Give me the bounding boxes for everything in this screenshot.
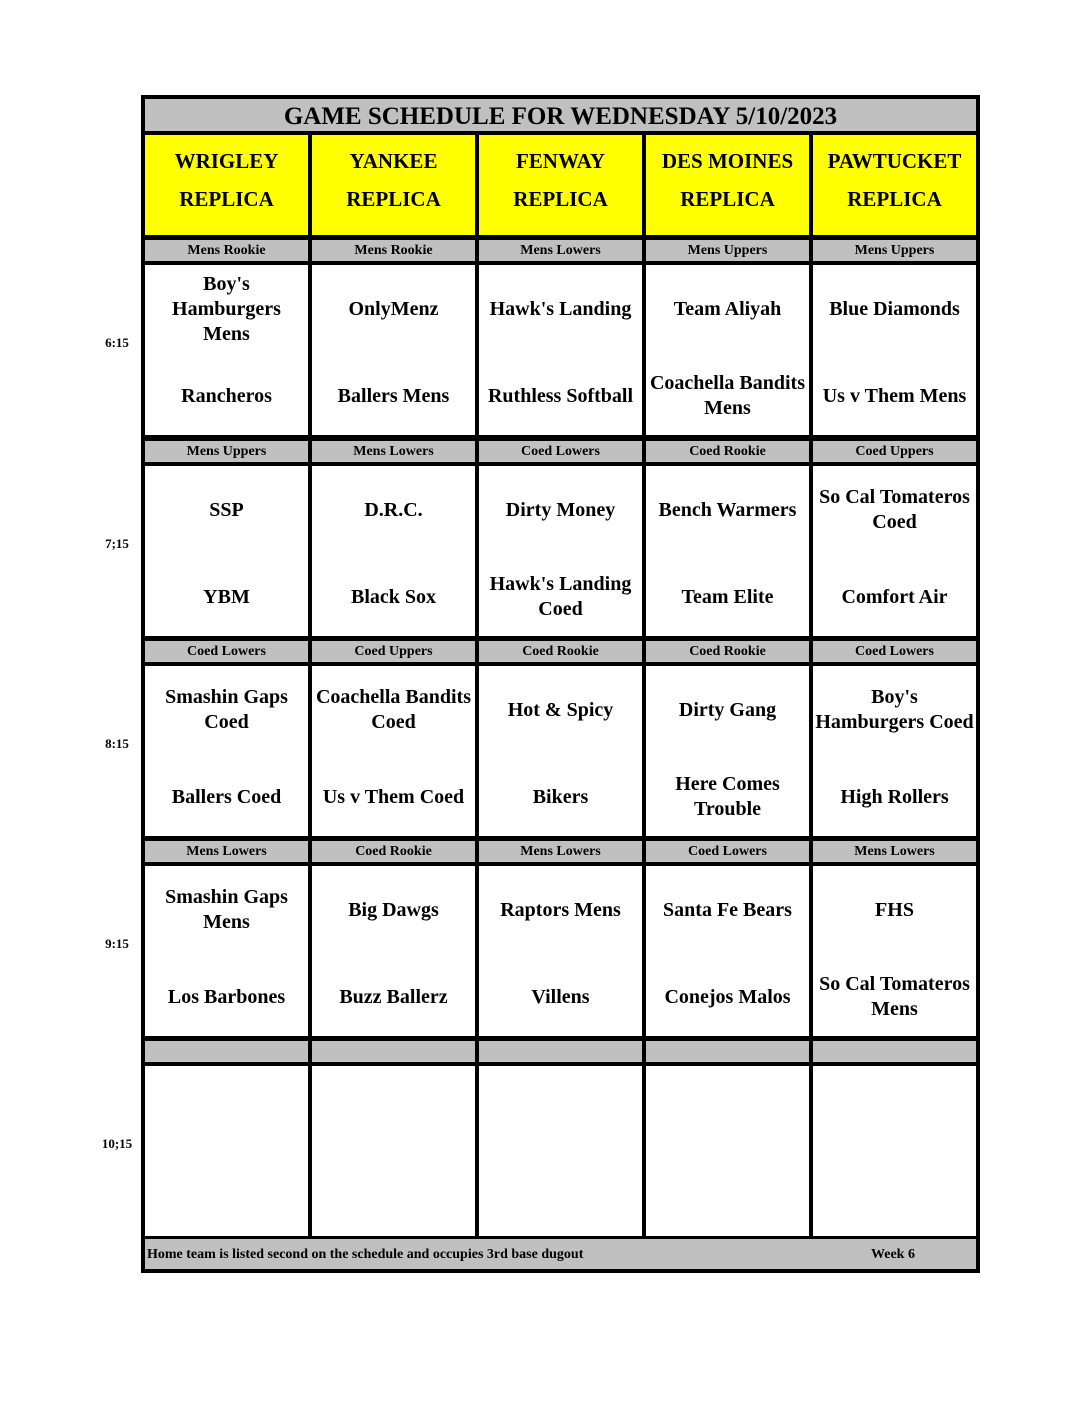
away-team: Boy's Hamburgers Mens bbox=[172, 272, 281, 345]
field-header bbox=[479, 135, 642, 235]
footer-note: Home team is listed second on the schedule and occupies 3rd base dugout bbox=[147, 1247, 584, 1262]
home-team: Villens bbox=[531, 985, 590, 1008]
game-cell bbox=[479, 866, 642, 1036]
away-team: SSP bbox=[209, 498, 244, 521]
game-cell bbox=[646, 1066, 809, 1236]
schedule-grid bbox=[145, 99, 976, 1269]
home-team: YBM bbox=[203, 585, 250, 608]
away-team: Big Dawgs bbox=[348, 898, 439, 921]
away-team: Bench Warmers bbox=[658, 498, 797, 521]
game-cell bbox=[312, 1066, 475, 1236]
away-team bbox=[648, 1066, 807, 1154]
away-team bbox=[314, 1066, 473, 1154]
home-team: Bikers bbox=[532, 785, 589, 808]
home-team bbox=[648, 1154, 807, 1240]
away-team: D.R.C. bbox=[364, 498, 423, 521]
away-team: Smashin Gaps Coed bbox=[165, 686, 288, 733]
division-label bbox=[479, 1041, 642, 1062]
home-team: Black Sox bbox=[350, 585, 437, 608]
division-label: Mens Uppers bbox=[145, 441, 308, 462]
division-label bbox=[145, 1041, 308, 1062]
game-cell bbox=[312, 265, 475, 435]
field-header bbox=[813, 135, 976, 235]
division-label: Mens Rookie bbox=[145, 240, 308, 261]
time-slot-label: 10;15 bbox=[101, 1136, 133, 1151]
game-cell bbox=[813, 1066, 976, 1236]
game-cell bbox=[479, 1066, 642, 1236]
away-team: Smashin Gaps Mens bbox=[165, 886, 288, 933]
away-team: Dirty Money bbox=[505, 498, 616, 521]
away-team bbox=[815, 1066, 974, 1154]
field-name: WRIGLEY bbox=[174, 149, 279, 173]
game-cell bbox=[145, 866, 308, 1036]
division-label: Mens Uppers bbox=[813, 240, 976, 261]
home-team: High Rollers bbox=[840, 785, 949, 808]
field-header bbox=[312, 135, 475, 235]
time-slot-label: 6:15 bbox=[105, 335, 129, 350]
away-team: Coachella Bandits Coed bbox=[315, 686, 472, 733]
game-cell bbox=[813, 866, 976, 1036]
home-team: Rancheros bbox=[181, 384, 272, 407]
field-subtitle: REPLICA bbox=[513, 187, 608, 211]
game-cell bbox=[145, 466, 308, 636]
home-team bbox=[815, 1154, 974, 1240]
schedule-title: GAME SCHEDULE FOR WEDNESDAY 5/10/2023 bbox=[145, 99, 976, 131]
field-subtitle: REPLICA bbox=[680, 187, 775, 211]
home-team: Ballers Coed bbox=[171, 785, 282, 808]
week-label: Week 6 bbox=[871, 1247, 915, 1262]
division-label: Coed Uppers bbox=[312, 641, 475, 662]
away-team: FHS bbox=[875, 898, 914, 921]
field-name: DES MOINES bbox=[661, 149, 794, 173]
game-cell bbox=[479, 666, 642, 836]
division-label: Mens Lowers bbox=[312, 441, 475, 462]
game-cell bbox=[145, 666, 308, 836]
home-team: Ruthless Softball bbox=[487, 384, 634, 407]
game-cell bbox=[813, 666, 976, 836]
away-team: Team Aliyah bbox=[673, 297, 782, 320]
division-label: Coed Rookie bbox=[479, 641, 642, 662]
schedule-table bbox=[141, 95, 980, 1273]
division-label: Coed Lowers bbox=[646, 841, 809, 862]
home-team: Buzz Ballerz bbox=[339, 985, 448, 1008]
game-cell bbox=[646, 666, 809, 836]
home-team: Ballers Mens bbox=[337, 384, 450, 407]
away-team: OnlyMenz bbox=[348, 297, 439, 320]
division-label: Coed Lowers bbox=[145, 641, 308, 662]
field-name: PAWTUCKET bbox=[827, 149, 962, 173]
field-subtitle: REPLICA bbox=[179, 187, 274, 211]
field-header bbox=[145, 135, 308, 235]
game-cell bbox=[646, 866, 809, 1036]
home-team: Hawk's Landing Coed bbox=[489, 573, 632, 620]
time-slot-label: 9:15 bbox=[105, 936, 129, 951]
time-slot-label: 7;15 bbox=[105, 536, 129, 551]
game-cell bbox=[646, 466, 809, 636]
field-subtitle: REPLICA bbox=[346, 187, 441, 211]
game-cell bbox=[312, 666, 475, 836]
division-label bbox=[646, 1041, 809, 1062]
home-team: Los Barbones bbox=[167, 985, 286, 1008]
division-label: Mens Lowers bbox=[479, 841, 642, 862]
field-header bbox=[646, 135, 809, 235]
away-team: Dirty Gang bbox=[678, 698, 777, 721]
home-team: Us v Them Mens bbox=[822, 384, 967, 407]
division-label: Mens Rookie bbox=[312, 240, 475, 261]
game-cell bbox=[312, 866, 475, 1036]
away-team bbox=[481, 1066, 640, 1154]
home-team: So Cal Tomateros Mens bbox=[819, 973, 970, 1020]
division-label: Coed Uppers bbox=[813, 441, 976, 462]
home-team bbox=[481, 1154, 640, 1240]
field-subtitle: REPLICA bbox=[847, 187, 942, 211]
time-slot-label: 8:15 bbox=[105, 736, 129, 751]
division-label bbox=[312, 1041, 475, 1062]
division-label: Mens Lowers bbox=[145, 841, 308, 862]
division-label: Coed Lowers bbox=[479, 441, 642, 462]
away-team: Hot & Spicy bbox=[507, 698, 614, 721]
division-label: Coed Rookie bbox=[646, 441, 809, 462]
away-team: Raptors Mens bbox=[500, 898, 621, 921]
game-cell bbox=[646, 265, 809, 435]
division-label: Coed Rookie bbox=[646, 641, 809, 662]
game-cell bbox=[813, 466, 976, 636]
field-name: YANKEE bbox=[349, 149, 438, 173]
away-team: Santa Fe Bears bbox=[663, 898, 792, 921]
game-cell bbox=[312, 466, 475, 636]
division-label: Coed Lowers bbox=[813, 641, 976, 662]
division-label: Mens Uppers bbox=[646, 240, 809, 261]
away-team: Hawk's Landing bbox=[489, 297, 632, 320]
home-team: Comfort Air bbox=[841, 585, 948, 608]
home-team: Team Elite bbox=[681, 585, 774, 608]
division-label bbox=[813, 1041, 976, 1062]
schedule-footer bbox=[145, 1239, 976, 1269]
away-team bbox=[147, 1066, 306, 1154]
game-cell bbox=[145, 1066, 308, 1236]
away-team: Blue Diamonds bbox=[829, 297, 960, 320]
home-team: Coachella Bandits Mens bbox=[649, 372, 806, 419]
field-name: FENWAY bbox=[515, 149, 606, 173]
division-label: Mens Lowers bbox=[813, 841, 976, 862]
home-team: Us v Them Coed bbox=[322, 785, 465, 808]
home-team: Here Comes Trouble bbox=[675, 773, 780, 820]
game-cell bbox=[813, 265, 976, 435]
division-label: Mens Lowers bbox=[479, 240, 642, 261]
home-team: Conejos Malos bbox=[664, 985, 791, 1008]
away-team: Boy's Hamburgers Coed bbox=[815, 686, 974, 733]
division-label: Coed Rookie bbox=[312, 841, 475, 862]
game-cell bbox=[145, 265, 308, 435]
home-team bbox=[314, 1154, 473, 1240]
game-cell bbox=[479, 466, 642, 636]
home-team bbox=[147, 1154, 306, 1240]
game-cell bbox=[479, 265, 642, 435]
away-team: So Cal Tomateros Coed bbox=[819, 486, 970, 533]
